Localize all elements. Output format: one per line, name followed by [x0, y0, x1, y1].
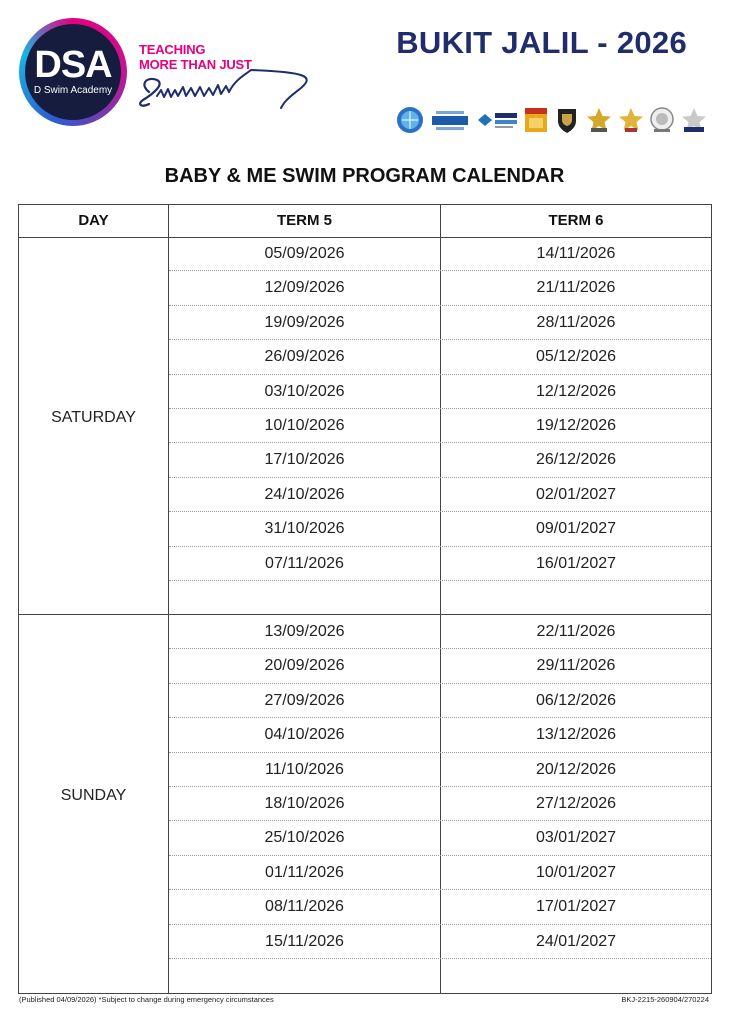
term6-date-cell: 28/11/2026 — [536, 313, 616, 331]
table-row — [169, 409, 711, 443]
sunday-rows — [169, 615, 711, 993]
term6-date-cell: 03/01/2027 — [535, 829, 617, 847]
logo-subtext: D Swim Academy — [33, 85, 113, 96]
crest-badge-icon — [553, 106, 582, 134]
term5-date-cell: 25/10/2026 — [264, 829, 345, 847]
term5-date-cell: 08/11/2026 — [265, 898, 344, 916]
saturday-rows — [169, 237, 711, 615]
header-term5: TERM 5 — [276, 212, 332, 229]
term5-date-cell: 01/11/2026 — [265, 863, 344, 881]
term5-date-cell: 03/10/2026 — [264, 382, 345, 400]
table-row — [169, 443, 711, 477]
tagline-line1: TEACHING — [139, 42, 206, 57]
term5-date-cell: 11/10/2026 — [265, 760, 344, 778]
star-badge-icon — [679, 106, 708, 134]
table-row — [169, 856, 711, 890]
swimming-script-logo — [135, 62, 335, 112]
table-row — [169, 478, 711, 512]
sunday-section — [19, 615, 711, 993]
term6-date-cell: 21/11/2026 — [536, 279, 616, 297]
logo-text: DSA — [34, 44, 112, 86]
term6-date-cell: 26/12/2026 — [535, 451, 617, 469]
term6-date-cell: 29/11/2026 — [536, 657, 616, 675]
day-label-saturday: SATURDAY — [51, 409, 136, 426]
term5-date-cell: 19/09/2026 — [264, 313, 345, 331]
award-badge-icon — [522, 106, 551, 134]
table-row — [169, 890, 711, 924]
table-row — [169, 787, 711, 821]
table-row — [169, 237, 711, 271]
term5-date-cell: 31/10/2026 — [264, 520, 345, 538]
term5-date-cell: 18/10/2026 — [264, 794, 345, 812]
table-row — [169, 615, 711, 649]
term6-date-cell — [441, 959, 711, 993]
term6-date-cell: 02/01/2027 — [535, 485, 617, 503]
tagline-line2: MORE THAN JUST — [139, 57, 252, 72]
table-row — [169, 306, 711, 340]
star-award-icon — [616, 106, 645, 134]
term5-date-cell: 17/10/2026 — [264, 451, 345, 469]
table-row — [169, 547, 711, 581]
term5-date-cell: 24/10/2026 — [264, 485, 345, 503]
term5-date-cell — [169, 959, 440, 993]
table-row — [169, 271, 711, 305]
saturday-section — [19, 237, 711, 615]
table-row — [169, 753, 711, 787]
day-label-sunday: SUNDAY — [60, 787, 127, 804]
australian-swim-member-icon — [428, 106, 472, 134]
accreditation-badges — [396, 104, 708, 136]
table-row — [169, 684, 711, 718]
location-title: BUKIT JALIL - 2026 — [396, 25, 687, 60]
term5-date-cell: 04/10/2026 — [264, 726, 345, 744]
term5-date-cell: 13/09/2026 — [264, 623, 345, 640]
star-award-icon — [585, 106, 614, 134]
term6-date-cell: 14/11/2026 — [536, 245, 616, 262]
term5-date-cell: 20/09/2026 — [264, 657, 345, 675]
term6-date-cell: 12/12/2026 — [535, 382, 617, 400]
term6-date-cell: 24/01/2027 — [535, 932, 617, 950]
header-term6: TERM 6 — [548, 212, 604, 229]
medal-badge-icon — [648, 106, 677, 134]
dsa-logo — [19, 18, 127, 126]
footer-note: (Published 04/09/2026) *Subject to change during emergency circumstances — [19, 995, 274, 1004]
calendar-title: BABY & ME SWIM PROGRAM CALENDAR — [164, 165, 565, 187]
term6-date-cell: 17/01/2027 — [535, 898, 617, 916]
term6-date-cell: 09/01/2027 — [535, 520, 617, 538]
term5-date-cell: 26/09/2026 — [264, 348, 345, 366]
term6-date-cell — [441, 581, 711, 615]
term6-date-cell: 13/12/2026 — [535, 726, 617, 744]
term6-date-cell: 22/11/2026 — [536, 623, 616, 640]
term5-date-cell: 12/09/2026 — [264, 279, 345, 297]
term6-date-cell: 16/01/2027 — [535, 554, 617, 572]
term5-date-cell: 15/11/2026 — [265, 932, 344, 950]
globe-badge-icon — [396, 106, 425, 134]
term5-date-cell: 27/09/2026 — [264, 691, 345, 709]
term6-date-cell: 19/12/2026 — [535, 416, 617, 434]
term6-date-cell: 20/12/2026 — [535, 760, 617, 778]
table-row — [169, 718, 711, 752]
term5-date-cell — [169, 581, 440, 615]
term5-date-cell: 10/10/2026 — [264, 416, 345, 434]
table-row — [169, 925, 711, 959]
table-row — [169, 375, 711, 409]
calendar-table — [18, 204, 712, 994]
term5-date-cell: 05/09/2026 — [264, 245, 345, 262]
table-header — [19, 205, 711, 238]
table-row — [169, 512, 711, 546]
term6-date-cell: 10/01/2027 — [535, 863, 617, 881]
term6-date-cell: 06/12/2026 — [535, 691, 617, 709]
term6-date-cell: 27/12/2026 — [535, 794, 617, 812]
term6-date-cell: 05/12/2026 — [535, 348, 617, 366]
table-row — [169, 581, 711, 615]
table-row — [169, 649, 711, 683]
table-row — [169, 340, 711, 374]
table-row — [169, 821, 711, 855]
footer-code: BKJ-2215-260904/270224 — [621, 995, 709, 1004]
header-day: DAY — [78, 212, 109, 229]
logo-inner — [25, 24, 121, 120]
table-row — [169, 959, 711, 993]
pool-hot-tub-alliance-icon — [475, 106, 519, 134]
term5-date-cell: 07/11/2026 — [265, 554, 344, 572]
